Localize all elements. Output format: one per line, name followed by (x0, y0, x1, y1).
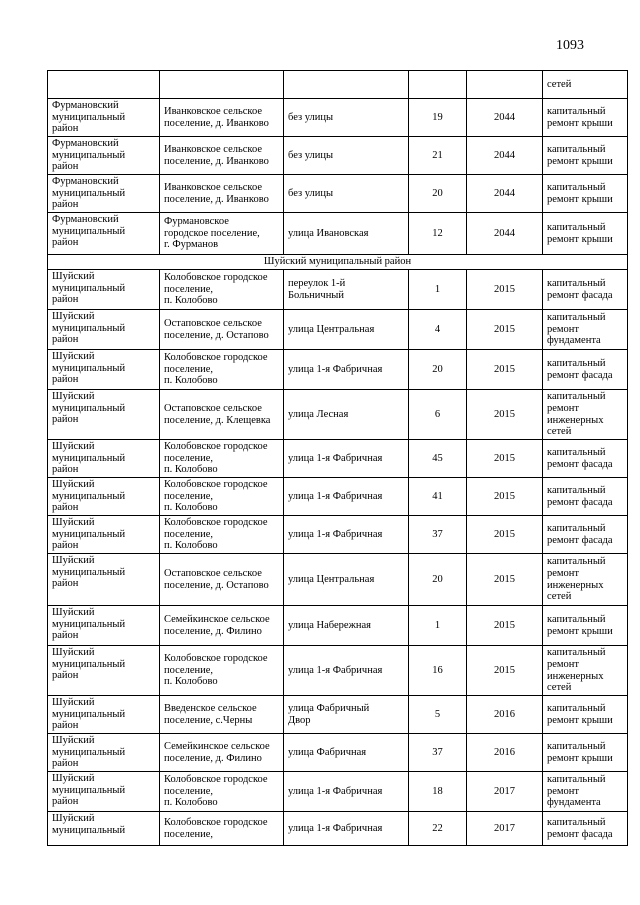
table-row (48, 606, 628, 646)
year-cell: 2044 (467, 213, 543, 255)
year-cell (467, 71, 543, 99)
work-type-cell: капитальный ремонт крыши (543, 696, 628, 734)
district-cell: Шуйский муниципальный район (48, 606, 160, 646)
year-cell: 2044 (467, 137, 543, 175)
house-number-cell: 37 (409, 516, 467, 554)
work-type-cell: капитальный ремонт крыши (543, 137, 628, 175)
settlement-cell: Колобовское городское поселение, п. Колобово (160, 646, 284, 696)
settlement-cell: Иванковское сельское поселение, д. Иванково (160, 175, 284, 213)
work-type-cell: капитальный ремонт крыши (543, 734, 628, 772)
house-number-cell: 1 (409, 270, 467, 310)
house-number-cell: 20 (409, 350, 467, 390)
settlement-cell: Колобовское городское поселение, (160, 812, 284, 846)
house-number-cell (409, 71, 467, 99)
work-type-cell: капитальный ремонт фасада (543, 440, 628, 478)
year-cell: 2017 (467, 772, 543, 812)
year-cell: 2015 (467, 606, 543, 646)
table-row (48, 812, 628, 846)
house-number-cell: 16 (409, 646, 467, 696)
district-cell: Шуйский муниципальный район (48, 554, 160, 606)
street-cell (284, 71, 409, 99)
work-type-cell: капитальный ремонт крыши (543, 213, 628, 255)
settlement-cell (160, 71, 284, 99)
district-cell: Шуйский муниципальный район (48, 440, 160, 478)
district-cell: Шуйский муниципальный район (48, 270, 160, 310)
table-row (48, 646, 628, 696)
settlement-cell: Иванковское сельское поселение, д. Иванково (160, 137, 284, 175)
street-cell: улица 1-я Фабричная (284, 516, 409, 554)
district-cell: Фурмановский муниципальный район (48, 175, 160, 213)
street-cell: улица Набережная (284, 606, 409, 646)
year-cell: 2044 (467, 99, 543, 137)
data-table (47, 70, 628, 846)
year-cell: 2015 (467, 270, 543, 310)
work-type-cell: капитальный ремонт фасада (543, 478, 628, 516)
work-type-cell: сетей (543, 71, 628, 99)
year-cell: 2015 (467, 390, 543, 440)
street-cell: без улицы (284, 99, 409, 137)
table-row (48, 772, 628, 812)
year-cell: 2015 (467, 350, 543, 390)
district-cell: Шуйский муниципальный район (48, 310, 160, 350)
table-row (48, 440, 628, 478)
settlement-cell: Иванковское сельское поселение, д. Иванково (160, 99, 284, 137)
street-cell: улица 1-я Фабричная (284, 646, 409, 696)
house-number-cell: 6 (409, 390, 467, 440)
work-type-cell: капитальный ремонт инженерных сетей (543, 390, 628, 440)
year-cell: 2015 (467, 646, 543, 696)
table-row (48, 516, 628, 554)
house-number-cell: 37 (409, 734, 467, 772)
district-cell (48, 71, 160, 99)
table-row (48, 270, 628, 310)
street-cell: улица Фабричная (284, 734, 409, 772)
settlement-cell: Семейкинское сельское поселение, д. Филино (160, 734, 284, 772)
settlement-cell: Колобовское городское поселение, п. Колобово (160, 270, 284, 310)
street-cell: улица 1-я Фабричная (284, 812, 409, 846)
street-cell: улица Центральная (284, 554, 409, 606)
work-type-cell: капитальный ремонт фасада (543, 516, 628, 554)
year-cell: 2015 (467, 440, 543, 478)
district-cell: Шуйский муниципальный район (48, 478, 160, 516)
table-row (48, 213, 628, 255)
table-row (48, 350, 628, 390)
settlement-cell: Колобовское городское поселение, п. Колобово (160, 516, 284, 554)
district-cell: Шуйский муниципальный район (48, 350, 160, 390)
street-cell: улица Центральная (284, 310, 409, 350)
house-number-cell: 20 (409, 175, 467, 213)
settlement-cell: Остаповское сельское поселение, д. Остапово (160, 554, 284, 606)
street-cell: переулок 1-й Больничный (284, 270, 409, 310)
table-row (48, 137, 628, 175)
district-cell: Шуйский муниципальный район (48, 734, 160, 772)
year-cell: 2044 (467, 175, 543, 213)
street-cell: улица Фабричный Двор (284, 696, 409, 734)
work-type-cell: капитальный ремонт фасада (543, 270, 628, 310)
work-type-cell: капитальный ремонт крыши (543, 175, 628, 213)
street-cell: улица 1-я Фабричная (284, 440, 409, 478)
district-cell: Фурмановский муниципальный район (48, 213, 160, 255)
year-cell: 2016 (467, 696, 543, 734)
page-number: 1093 (556, 38, 584, 53)
work-type-cell: капитальный ремонт фасада (543, 812, 628, 846)
settlement-cell: Введенское сельское поселение, с.Черны (160, 696, 284, 734)
house-number-cell: 19 (409, 99, 467, 137)
table-row (48, 478, 628, 516)
settlement-cell: Колобовское городское поселение, п. Колобово (160, 350, 284, 390)
district-cell: Шуйский муниципальный район (48, 696, 160, 734)
section-row (48, 255, 628, 270)
district-cell: Шуйский муниципальный район (48, 772, 160, 812)
house-number-cell: 18 (409, 772, 467, 812)
year-cell: 2015 (467, 516, 543, 554)
house-number-cell: 22 (409, 812, 467, 846)
street-cell: улица Ивановская (284, 213, 409, 255)
street-cell: улица 1-я Фабричная (284, 478, 409, 516)
year-cell: 2016 (467, 734, 543, 772)
settlement-cell: Колобовское городское поселение, п. Колобово (160, 478, 284, 516)
street-cell: без улицы (284, 137, 409, 175)
table-row (48, 390, 628, 440)
table-row (48, 696, 628, 734)
settlement-cell: Колобовское городское поселение, п. Колобово (160, 440, 284, 478)
house-number-cell: 4 (409, 310, 467, 350)
settlement-cell: Остаповское сельское поселение, д. Клещевка (160, 390, 284, 440)
house-number-cell: 12 (409, 213, 467, 255)
table-row (48, 71, 628, 99)
street-cell: улица Лесная (284, 390, 409, 440)
settlement-cell: Семейкинское сельское поселение, д. Филино (160, 606, 284, 646)
house-number-cell: 1 (409, 606, 467, 646)
work-type-cell: капитальный ремонт крыши (543, 99, 628, 137)
house-number-cell: 5 (409, 696, 467, 734)
table-row (48, 99, 628, 137)
house-number-cell: 41 (409, 478, 467, 516)
table-row (48, 310, 628, 350)
district-cell: Шуйский муниципальный район (48, 516, 160, 554)
year-cell: 2015 (467, 478, 543, 516)
district-cell: Фурмановский муниципальный район (48, 137, 160, 175)
table-row (48, 734, 628, 772)
district-cell: Шуйский муниципальный район (48, 646, 160, 696)
work-type-cell: капитальный ремонт фундамента (543, 310, 628, 350)
year-cell: 2015 (467, 310, 543, 350)
work-type-cell: капитальный ремонт фундамента (543, 772, 628, 812)
street-cell: без улицы (284, 175, 409, 213)
street-cell: улица 1-я Фабричная (284, 350, 409, 390)
district-cell: Шуйский муниципальный (48, 812, 160, 846)
work-type-cell: капитальный ремонт крыши (543, 606, 628, 646)
work-type-cell: капитальный ремонт инженерных сетей (543, 646, 628, 696)
table-row (48, 175, 628, 213)
work-type-cell: капитальный ремонт фасада (543, 350, 628, 390)
house-number-cell: 20 (409, 554, 467, 606)
settlement-cell: Остаповское сельское поселение, д. Остапово (160, 310, 284, 350)
street-cell: улица 1-я Фабричная (284, 772, 409, 812)
house-number-cell: 45 (409, 440, 467, 478)
settlement-cell: Колобовское городское поселение, п. Колобово (160, 772, 284, 812)
section-heading: Шуйский муниципальный район (48, 255, 628, 270)
year-cell: 2017 (467, 812, 543, 846)
settlement-cell: Фурмановское городское поселение, г. Фурманов (160, 213, 284, 255)
house-number-cell: 21 (409, 137, 467, 175)
district-cell: Шуйский муниципальный район (48, 390, 160, 440)
year-cell: 2015 (467, 554, 543, 606)
district-cell: Фурмановский муниципальный район (48, 99, 160, 137)
table-row (48, 554, 628, 606)
work-type-cell: капитальный ремонт инженерных сетей (543, 554, 628, 606)
